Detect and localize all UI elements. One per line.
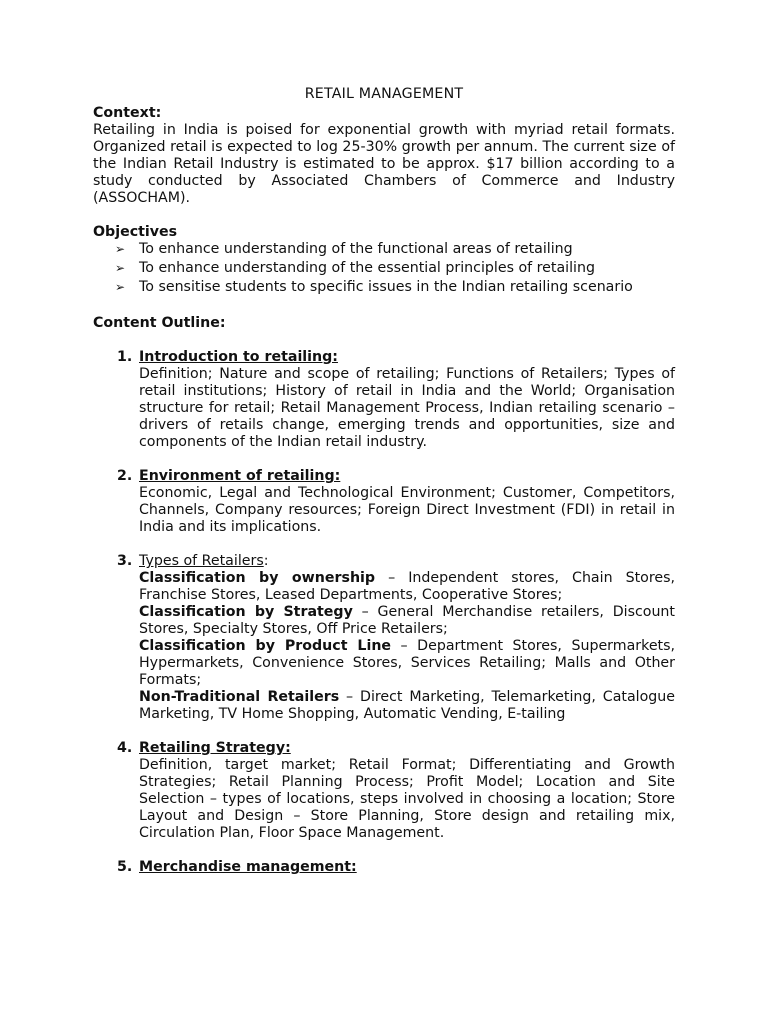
document-page bbox=[93, 86, 675, 876]
section-heading: Merchandise management: bbox=[139, 859, 357, 875]
outline-section-2 bbox=[93, 468, 675, 536]
arrow-bullet-icon: ➢ bbox=[115, 242, 126, 256]
classification-term: Classification by Product Line bbox=[139, 638, 392, 654]
spacer bbox=[93, 451, 675, 468]
section-heading-suffix: : bbox=[263, 553, 269, 569]
arrow-bullet-icon: ➢ bbox=[115, 261, 126, 275]
classification-term: Classification by ownership bbox=[139, 570, 376, 586]
outline-section-1 bbox=[93, 349, 675, 451]
objective-item bbox=[93, 241, 675, 258]
classification-text: – Independent stores, Chain Stores, Franchise Stores, Leased Departments, Cooperative Stores; bbox=[139, 570, 676, 603]
classification-text: – General Merchandise retailers, Discount Stores, Specialty Stores, Off Price Retailers; bbox=[139, 604, 675, 637]
objectives-label: Objectives bbox=[93, 224, 178, 240]
document-title: RETAIL MANAGEMENT bbox=[304, 86, 464, 102]
section-body: Economic, Legal and Technological Environment; Customer, Competitors, Channels, Company resources; Foreign Direct Investment (FDI) in retail in India and its implications. bbox=[139, 485, 675, 535]
outline-section-4 bbox=[93, 740, 675, 842]
spacer bbox=[93, 723, 675, 740]
section-body: Definition; Nature and scope of retailing; Functions of Retailers; Types of retail institutions; History of retail in India and the World; Organisation structure for retail; Retail Management Process, Indian retailing scenario – drivers of retails change, emerging trends and opportunities, size and components of the Indian retail industry. bbox=[139, 366, 675, 450]
spacer bbox=[93, 536, 675, 553]
section-number: 1. bbox=[117, 349, 133, 365]
classification-term: Non-Traditional Retailers bbox=[139, 689, 340, 705]
section-number: 3. bbox=[117, 553, 133, 569]
content-outline-label: Content Outline: bbox=[93, 315, 226, 331]
classification-term: Classification by Strategy bbox=[139, 604, 353, 620]
objective-text: To sensitise students to specific issues in the Indian retailing scenario bbox=[139, 279, 633, 295]
section-number: 5. bbox=[117, 859, 133, 875]
classification-text: – Direct Marketing, Telemarketing, Catalogue Marketing, TV Home Shopping, Automatic Vending, E-tailing bbox=[139, 689, 676, 722]
context-text: Retailing in India is poised for exponential growth with myriad retail formats. Organized retail is expected to log 25-30% growth per annum. The current size of the Indian Retail Industry is estimated to be approx. $17 billion according to a study conducted by Associated Chambers of Commerce and Industry (ASSOCHAM). bbox=[93, 122, 675, 206]
objective-text: To enhance understanding of the essential principles of retailing bbox=[139, 260, 595, 276]
objectives-list bbox=[93, 241, 675, 296]
arrow-bullet-icon: ➢ bbox=[115, 280, 126, 294]
retailer-classification bbox=[139, 689, 675, 723]
outline-section-5 bbox=[93, 859, 675, 876]
section-heading: Environment of retailing: bbox=[139, 468, 341, 484]
section-number: 4. bbox=[117, 740, 133, 756]
section-body: Definition, target market; Retail Format; Differentiating and Growth Strategies; Retail Planning Process; Profit Model; Location and Site Selection – types of locations, steps involved in choosing a location; Store Layout and Design – Store Planning, Store design and retailing mix, Circulation Plan, Floor Space Management. bbox=[139, 757, 675, 841]
objective-item bbox=[93, 279, 675, 296]
objective-text: To enhance understanding of the functional areas of retailing bbox=[139, 241, 573, 257]
spacer bbox=[93, 298, 675, 315]
section-heading: Retailing Strategy: bbox=[139, 740, 291, 756]
objective-item bbox=[93, 260, 675, 277]
retailer-classification bbox=[139, 604, 675, 638]
spacer bbox=[93, 332, 675, 349]
context-label: Context: bbox=[93, 105, 162, 121]
retailer-classification bbox=[139, 570, 675, 604]
section-number: 2. bbox=[117, 468, 133, 484]
section-heading: Types of Retailers bbox=[139, 553, 264, 569]
spacer bbox=[93, 207, 675, 224]
spacer bbox=[93, 842, 675, 859]
section-heading: Introduction to retailing: bbox=[139, 349, 338, 365]
classification-text: – Department Stores, Supermarkets, Hypermarkets, Convenience Stores, Services Retailing; Malls and Other Formats; bbox=[139, 638, 676, 688]
outline-section-3 bbox=[93, 553, 675, 723]
retailer-classification bbox=[139, 638, 675, 689]
